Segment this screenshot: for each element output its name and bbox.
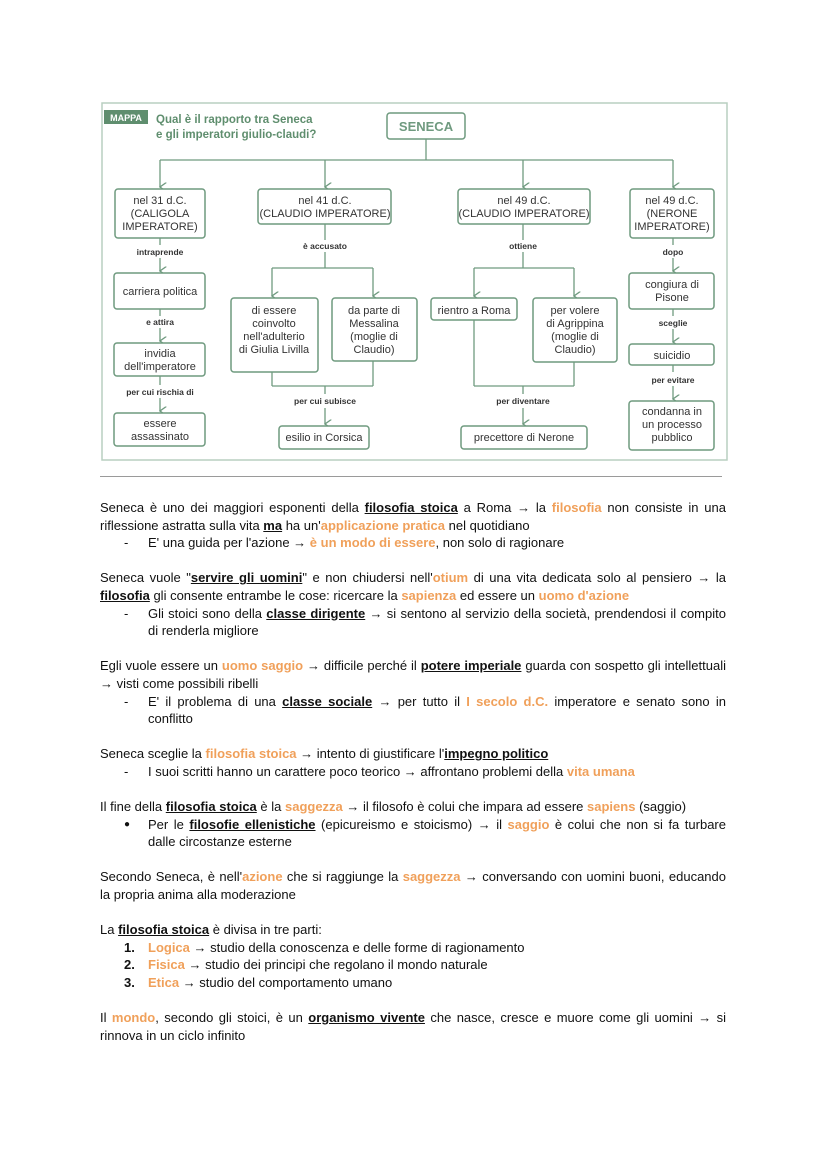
text-run: Il: [100, 1010, 112, 1026]
col2-link-1: è accusato: [303, 241, 347, 251]
highlight: Etica: [148, 975, 180, 991]
col4-head-1: nel 49 d.C.: [645, 195, 699, 207]
text-run: Gli stoici sono della: [148, 605, 267, 621]
keyword: servire gli uomini: [190, 570, 303, 586]
highlight: saggio: [507, 816, 550, 832]
highlight: saggezza: [402, 869, 461, 885]
keyword: potere imperiale: [420, 658, 522, 674]
list-item: [148, 816, 726, 851]
map-question-line-2: e gli imperatori giulio-claudi?: [156, 129, 317, 141]
list-number: 3.: [124, 975, 135, 991]
list-1: [100, 534, 726, 552]
col1-head-2: (CALIGOLA: [130, 208, 190, 220]
highlight: mondo: [111, 1010, 156, 1026]
list-number: 2.: [124, 957, 135, 973]
col4-link-3: per evitare: [651, 375, 695, 385]
col4-box-3-2: un processo: [642, 419, 702, 431]
concept-map: [0, 0, 828, 470]
col1-link-2: e attira: [146, 317, 174, 327]
paragraph-6: [100, 868, 726, 903]
paragraph-8: [100, 1009, 726, 1044]
highlight: è un modo di essere: [309, 535, 436, 551]
keyword: classe dirigente: [266, 605, 366, 621]
highlight: filosofia stoica: [205, 746, 297, 762]
col2-box-1b-4: Claudio): [353, 344, 395, 356]
list-3: [100, 693, 726, 728]
col2-link-2: per cui subisce: [294, 396, 356, 406]
col1-box-3-1: essere: [143, 418, 177, 430]
text-run: → studio della conoscenza e delle forme di ragionamento: [189, 939, 525, 955]
col3-box-1b-3: (moglie di: [551, 331, 599, 343]
list-item: [124, 974, 726, 992]
text-run: gli consente entrambe le cose: ricercare la: [149, 587, 402, 603]
text-run: La: [100, 922, 119, 938]
text-run: , secondo gli stoici, è un: [155, 1010, 309, 1026]
col1-box-3-2: assassinato: [130, 431, 190, 443]
highlight: uomo d'azione: [538, 587, 630, 603]
col1-head-3: IMPERATORE): [122, 221, 198, 233]
col2-box-1b-2: Messalina: [349, 318, 399, 330]
keyword: filosofia stoica: [118, 922, 210, 938]
keyword: filosofia: [100, 587, 150, 603]
text-run: a Roma → la: [457, 500, 552, 515]
col4-box-1-1: congiura di: [645, 279, 699, 291]
col1-head-1: nel 31 d.C.: [133, 195, 187, 207]
col4-box-3-3: pubblico: [651, 432, 693, 444]
col3-link-1: ottiene: [509, 241, 537, 251]
text-run: Secondo Seneca, è nell': [100, 869, 243, 885]
text-run: Il fine della: [100, 799, 166, 815]
text-run: I suoi scritti hanno un carattere poco teorico → affrontano problemi della: [148, 763, 567, 779]
paragraph-1: [100, 499, 726, 534]
col4-box-2: suicidio: [653, 350, 691, 362]
text-run: guarda con sospetto gli intellettuali → visti come possibili ribelli: [100, 658, 726, 691]
separator-line: [100, 476, 722, 477]
text-run: è colui che non si fa turbare dalle circostanze esterne: [148, 816, 726, 850]
text-run: ed essere un: [456, 587, 539, 603]
text-run: " e non chiudersi nell': [302, 570, 433, 586]
list-7: [100, 939, 726, 992]
col3-box-1b-2: di Agrippina: [546, 318, 604, 330]
highlight: filosofia: [551, 500, 602, 515]
text-run: → studio del comportamento umano: [179, 975, 393, 991]
text-run: → il filosofo è colui che impara ad essere: [342, 799, 588, 815]
text-run: nel quotidiano: [445, 517, 530, 533]
col2-head-2: (CLAUDIO IMPERATORE): [259, 208, 391, 220]
paragraph-2: [100, 569, 726, 604]
map-question-line-1: Qual è il rapporto tra Seneca: [156, 114, 313, 126]
text-run: E' il problema di una: [148, 693, 283, 709]
list-item: [124, 956, 726, 974]
text-run: , non solo di ragionare: [435, 535, 565, 551]
text-run: → intento di giustificare l': [296, 746, 445, 762]
col2-box-1a-3: nell'adulterio: [243, 331, 305, 343]
notes-body: [100, 499, 726, 1062]
col2-box-2: esilio in Corsica: [285, 432, 363, 444]
text-run: di una vita dedicata solo al pensiero → la: [468, 570, 726, 586]
col1-link-1: intraprende: [136, 247, 184, 257]
text-run: → si sentono al servizio della società, prendendosi il compito di renderla migliore: [148, 605, 726, 639]
keyword: classe sociale: [282, 693, 373, 709]
paragraph-3: [100, 657, 726, 692]
list-4: [100, 763, 726, 781]
col1-box-2-1: invidia: [144, 348, 176, 360]
text-run: → studio dei principi che regolano il mondo naturale: [184, 957, 488, 973]
highlight: Logica: [148, 939, 190, 955]
text-run: è la: [256, 799, 285, 815]
col3-link-2: per diventare: [496, 396, 550, 406]
col2-box-1a-2: coinvolto: [252, 318, 296, 330]
col4-link-2: sceglie: [658, 318, 688, 328]
text-run: (saggio): [635, 799, 687, 815]
col4-box-3-1: condanna in: [642, 406, 702, 418]
col1-box-2-2: dell'imperatore: [124, 361, 196, 373]
col2-box-1a-4: di Giulia Livilla: [238, 344, 310, 356]
text-run: imperatore e senato sono in conflitto: [148, 693, 726, 727]
list-item: [148, 693, 726, 728]
list-item: [148, 534, 726, 552]
text-run: che nasce, cresce e muore come gli uomini → si rinnova in un ciclo infinito: [100, 1010, 727, 1043]
col1-box-1: carriera politica: [122, 286, 198, 298]
text-run: che si raggiunge la: [282, 869, 403, 885]
col4-box-1-2: Pisone: [655, 292, 689, 304]
keyword: filosofie ellenistiche: [189, 816, 316, 832]
text-run: → conversando con uomini buoni, educando la propria anima alla moderazione: [100, 869, 726, 903]
highlight: sapienza: [401, 587, 457, 603]
text-run: Seneca sceglie la: [100, 746, 206, 762]
keyword: filosofia stoica: [165, 799, 257, 815]
text-run: Per le: [148, 816, 190, 832]
col1-link-3: per cui rischia di: [126, 387, 194, 397]
col2-box-1b-3: (moglie di: [350, 331, 398, 343]
col3-box-1b-1: per volere: [550, 305, 600, 317]
highlight: I secolo d.C.: [466, 693, 549, 709]
col3-head-2: (CLAUDIO IMPERATORE): [458, 208, 590, 220]
text-run: non consiste in una riflessione astratta sulla vita: [100, 500, 726, 533]
col4-link-1: dopo: [662, 247, 684, 257]
list-number: 1.: [124, 939, 135, 955]
col2-box-1b-1: da parte di: [348, 305, 400, 317]
highlight: uomo saggio: [221, 658, 304, 674]
list-item: [148, 763, 726, 781]
col4-head-3: IMPERATORE): [634, 221, 710, 233]
col4-head-2: (NERONE: [646, 208, 698, 220]
text-run: è divisa in tre parti:: [209, 922, 322, 938]
list-2: [100, 605, 726, 640]
col3-box-2: precettore di Nerone: [473, 432, 575, 444]
highlight: Fisica: [148, 957, 185, 973]
highlight: otium: [432, 570, 469, 586]
list-item: [148, 605, 726, 640]
list-item: [124, 939, 726, 957]
text-run: E' una guida per l'azione →: [148, 535, 310, 551]
root-label: SENECA: [398, 119, 454, 134]
text-run: Egli vuole essere un: [100, 658, 222, 674]
highlight: azione: [242, 869, 283, 885]
map-tag: MAPPA: [110, 113, 142, 123]
list-5: [100, 816, 726, 851]
col3-head-1: nel 49 d.C.: [497, 195, 551, 207]
text-run: → difficile perché il: [303, 658, 421, 674]
text-run: Seneca è uno dei maggiori esponenti della: [100, 500, 365, 515]
paragraph-4: [100, 745, 726, 763]
keyword: organismo vivente: [308, 1010, 425, 1026]
keyword: filosofia stoica: [364, 500, 458, 515]
col2-head-1: nel 41 d.C.: [298, 195, 352, 207]
col3-box-1b-4: Claudio): [554, 344, 596, 356]
text-run: → per tutto il: [372, 693, 467, 709]
col2-box-1a-1: di essere: [251, 305, 297, 317]
text-run: Seneca vuole ": [100, 570, 191, 586]
col3-box-1a: rientro a Roma: [437, 305, 511, 317]
paragraph-7: [100, 921, 726, 939]
highlight: sapiens: [587, 799, 636, 815]
text-run: ha un': [282, 517, 321, 533]
text-run: (epicureismo e stoicismo) → il: [315, 816, 508, 832]
highlight: applicazione pratica: [320, 517, 445, 533]
keyword: ma: [263, 517, 283, 533]
highlight: saggezza: [284, 799, 343, 815]
keyword: impegno politico: [444, 746, 549, 762]
highlight: vita umana: [566, 763, 635, 779]
paragraph-5: [100, 798, 726, 816]
